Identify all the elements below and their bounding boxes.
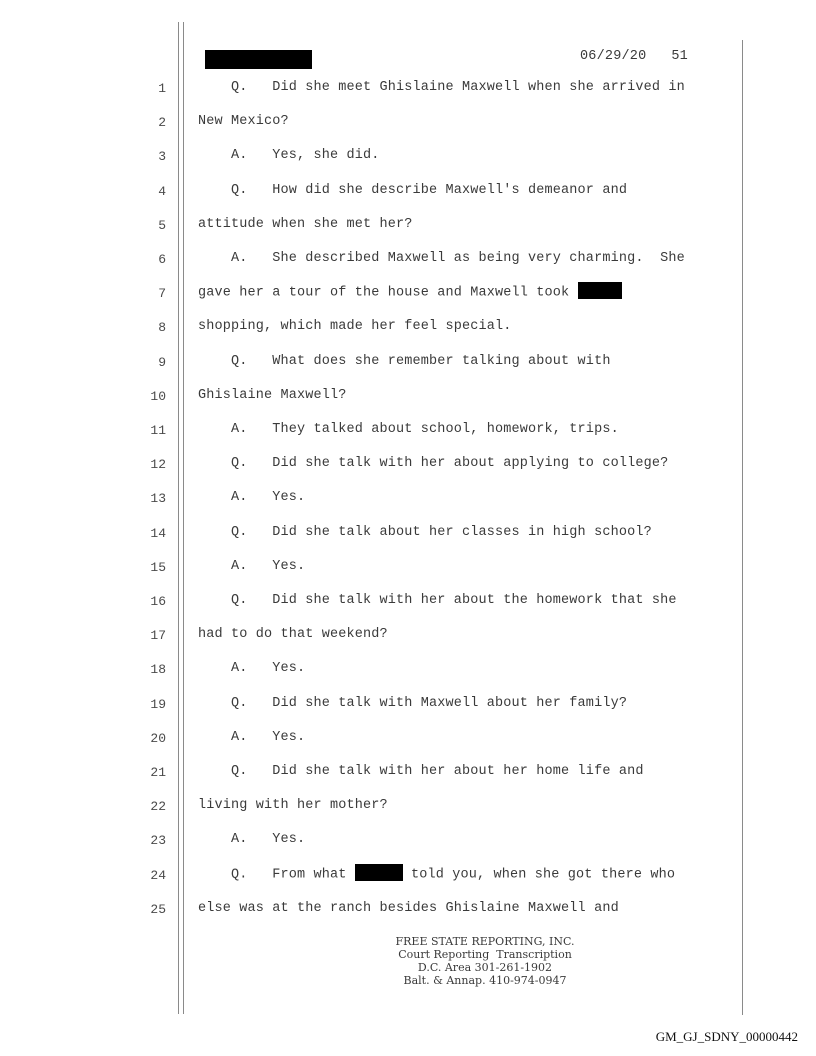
- transcript-line: [198, 319, 512, 334]
- left-margin-rule-inner: [183, 22, 184, 1014]
- transcript-line: [198, 696, 627, 711]
- transcript-line: [198, 456, 668, 471]
- line-text-segment: Q. Did she talk about her classes in high school?: [198, 525, 652, 540]
- line-number: 13: [150, 491, 166, 506]
- line-number: 23: [150, 833, 166, 848]
- transcript-line: [198, 217, 413, 232]
- inline-redaction-bar: [578, 282, 622, 299]
- line-number: 25: [150, 902, 166, 917]
- footer-dc-phone: D.C. Area 301-261-1902: [417, 961, 553, 974]
- transcript-line: [198, 114, 289, 129]
- line-number: 11: [150, 423, 166, 438]
- transcript-line: [198, 901, 619, 916]
- line-number: 4: [158, 184, 166, 199]
- footer-balt-phone: Balt. & Annap. 410-974-0947: [403, 974, 567, 987]
- line-number: 21: [150, 765, 166, 780]
- footer-services: Court Reporting Transcription: [398, 948, 572, 961]
- transcript-line: [198, 183, 627, 198]
- transcript-line: [198, 764, 644, 779]
- line-number: 12: [150, 457, 166, 472]
- transcript-line: [198, 285, 622, 301]
- footer-company: FREE STATE REPORTING, INC.: [395, 935, 575, 948]
- line-text-segment: Q. How did she describe Maxwell's demeanor and: [198, 183, 628, 198]
- line-text-segment: living with her mother?: [198, 798, 388, 813]
- line-number: 20: [150, 731, 166, 746]
- transcript-line: [198, 388, 347, 403]
- transcript-line: [198, 559, 305, 574]
- line-number: 7: [158, 286, 166, 301]
- line-number: 3: [158, 149, 166, 164]
- line-number: 24: [150, 868, 166, 883]
- transcript-line: [198, 798, 388, 813]
- header-redaction-bar: [205, 50, 312, 69]
- line-text-segment: Q. Did she talk with her about her home life and: [198, 764, 644, 779]
- line-number: 5: [158, 218, 166, 233]
- header-date: 06/29/20: [580, 49, 647, 64]
- line-text-segment: Q. Did she meet Ghislaine Maxwell when she arrived in: [198, 80, 685, 95]
- bates-number: GM_GJ_SDNY_00000442: [655, 1029, 798, 1044]
- transcript-line: [198, 422, 619, 437]
- line-text-segment: gave her a tour of the house and Maxwell took: [198, 285, 578, 301]
- transcript-line: [198, 80, 685, 95]
- line-number: 9: [158, 355, 166, 370]
- line-number: 22: [150, 799, 166, 814]
- page-number: 51: [671, 49, 688, 64]
- transcript-line: [198, 525, 652, 540]
- line-number: 17: [150, 628, 166, 643]
- line-number: 19: [150, 697, 166, 712]
- transcript-line: [198, 867, 675, 883]
- line-text-segment: Q. Did she talk with her about the homework that she: [198, 593, 677, 608]
- line-number: 10: [150, 389, 166, 404]
- line-number: 18: [150, 662, 166, 677]
- line-text-segment: had to do that weekend?: [198, 627, 388, 642]
- transcript-line: [198, 661, 305, 676]
- line-number: 16: [150, 594, 166, 609]
- line-text-segment: New Mexico?: [198, 114, 289, 129]
- transcript-line: [198, 593, 677, 608]
- transcript-line: [198, 490, 305, 505]
- transcript-line: [198, 354, 611, 369]
- line-text-segment: A. Yes.: [198, 661, 306, 676]
- inline-redaction-bar: [355, 864, 403, 881]
- line-text-segment: attitude when she met her?: [198, 217, 413, 232]
- line-text-segment: A. She described Maxwell as being very charming. She: [198, 251, 685, 266]
- line-number: 6: [158, 252, 166, 267]
- line-text-segment: Ghislaine Maxwell?: [198, 388, 347, 403]
- line-number: 8: [158, 320, 166, 335]
- transcript-line: [198, 148, 380, 163]
- right-margin-rule: [742, 40, 743, 1015]
- line-text-segment: Q. Did she talk with Maxwell about her family?: [198, 696, 628, 711]
- left-margin-rule: [178, 22, 179, 1014]
- line-text-segment: A. Yes.: [198, 559, 306, 574]
- transcript-line: [198, 251, 685, 266]
- reporter-footer: [300, 935, 670, 987]
- line-text-segment: A. Yes, she did.: [198, 148, 380, 163]
- line-number: 14: [150, 526, 166, 541]
- line-text-segment: told you, when she got there who: [402, 867, 676, 883]
- line-text-segment: A. They talked about school, homework, trips.: [198, 422, 619, 437]
- page-header: [580, 49, 688, 64]
- line-text-segment: Q. What does she remember talking about with: [198, 354, 611, 369]
- line-text-segment: else was at the ranch besides Ghislaine Maxwell and: [198, 901, 619, 916]
- transcript-line: [198, 627, 388, 642]
- line-text-segment: A. Yes.: [198, 490, 306, 505]
- line-text-segment: Q. From what: [198, 867, 355, 883]
- line-text-segment: A. Yes.: [198, 730, 306, 745]
- line-number: 15: [150, 560, 166, 575]
- line-number: 2: [158, 115, 166, 130]
- line-text-segment: A. Yes.: [198, 832, 306, 847]
- transcript-line: [198, 832, 305, 847]
- line-number: 1: [158, 81, 166, 96]
- transcript-line: [198, 730, 305, 745]
- line-text-segment: Q. Did she talk with her about applying to college?: [198, 456, 669, 471]
- line-text-segment: shopping, which made her feel special.: [198, 319, 512, 334]
